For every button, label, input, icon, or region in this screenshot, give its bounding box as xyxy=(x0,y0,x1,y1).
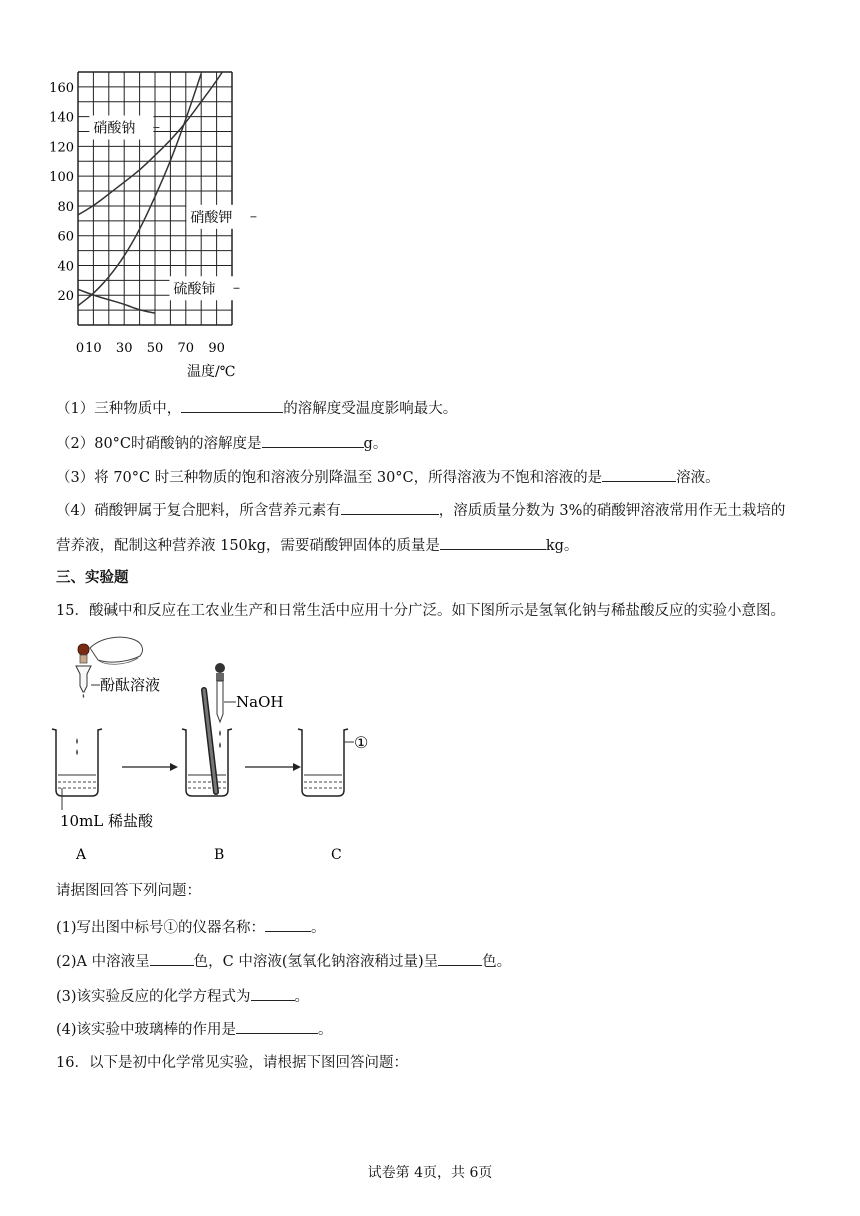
q15-sub3-text-a: (3)该实验反应的化学方程式为 xyxy=(56,989,251,1005)
q14-part1-text-a: （1）三种物质中， xyxy=(56,401,182,417)
q15-sub1-text-b: 。 xyxy=(311,920,326,936)
q14-part3-text-b: 溶液。 xyxy=(676,470,720,486)
q15-sub2 xyxy=(56,951,511,972)
answer-blank[interactable] xyxy=(251,986,295,1001)
q15-sub4-text-a: (4)该实验中玻璃棒的作用是 xyxy=(56,1022,237,1038)
q14-part4-text-b: ，溶质质量分数为 3%的硝酸钾溶液常用作无土栽培的 xyxy=(438,503,786,519)
answer-blank[interactable] xyxy=(181,398,283,413)
q15-sub3 xyxy=(56,986,309,1007)
q14-part2 xyxy=(56,433,387,454)
q14-part2-text-a: （2）80°C时硝酸钠的溶解度是 xyxy=(56,436,262,452)
series-label: 硫酸铈 xyxy=(173,281,216,298)
q14-part2-text-b: g。 xyxy=(363,436,388,452)
answer-blank[interactable] xyxy=(438,951,482,966)
q14-part4-text-a: （4）硝酸钾属于复合肥料，所含营养元素有 xyxy=(56,503,341,519)
answer-blank[interactable] xyxy=(440,535,546,550)
q14-part4 xyxy=(56,500,785,521)
answer-blank[interactable] xyxy=(262,433,364,448)
q15-sub2-text-a: (2)A 中溶液呈 xyxy=(56,954,150,970)
solubility-chart xyxy=(40,60,260,385)
answer-blank[interactable] xyxy=(150,951,194,966)
q16-intro: 16．以下是初中化学常见实验，请根据下图回答问题： xyxy=(56,1055,408,1071)
q14-part3 xyxy=(56,467,720,488)
q14-part4-text-c: 营养液，配制这种营养液 150kg，需要硝酸钾固体的质量是 xyxy=(56,538,440,554)
answer-blank[interactable] xyxy=(236,1019,318,1034)
section-heading: 三、实验题 xyxy=(56,570,129,586)
q14-part4-cont xyxy=(56,535,578,556)
answer-blank[interactable] xyxy=(602,467,676,482)
figure-label-c: C xyxy=(331,847,342,863)
naoh-label: NaOH xyxy=(236,693,284,711)
y-tick-label: 160 xyxy=(49,80,74,96)
series-line xyxy=(78,289,155,313)
answer-blank[interactable] xyxy=(341,500,439,515)
series-label: 硝酸钠 xyxy=(93,120,136,137)
q15-intro: 15．酸碱中和反应在工农业生产和日常生活中应用十分广泛。如下图所示是氢氧化钠与稀盐酸反应的实验小意图。 xyxy=(56,603,785,619)
y-tick-label: 20 xyxy=(57,289,74,305)
x-tick-label: 70 xyxy=(177,341,195,356)
figure-label-b: B xyxy=(214,847,225,863)
y-tick-label: 40 xyxy=(57,259,74,275)
y-tick-label: 120 xyxy=(49,140,74,156)
acid-label: 10mL 稀盐酸 xyxy=(60,812,154,830)
x-tick-label: 50 xyxy=(146,341,164,356)
phenolphthalein-label: 酚酞溶液 xyxy=(100,676,161,694)
x-axis-label: 温度/℃ xyxy=(187,364,236,380)
beaker-a-icon xyxy=(52,729,102,810)
y-tick-labels xyxy=(49,81,74,304)
y-tick-label: 80 xyxy=(57,199,74,215)
page-footer: 试卷第 4页，共 6页 xyxy=(367,1165,493,1181)
answer-blank[interactable] xyxy=(265,917,311,932)
q14-part1 xyxy=(56,398,457,419)
instrument-mark: ① xyxy=(354,733,369,752)
q15-sub4 xyxy=(56,1019,333,1040)
x-tick-label: 10 xyxy=(85,341,102,356)
q15-sub4-text-b: 。 xyxy=(318,1022,333,1038)
q14-part1-text-b: 的溶解度受温度影响最大。 xyxy=(283,401,458,417)
q14-part4-text-d: kg。 xyxy=(545,538,579,554)
arrow-icon xyxy=(122,763,178,771)
x-tick-label: 0 xyxy=(75,341,85,356)
x-tick-labels xyxy=(76,341,225,356)
x-tick-label: 90 xyxy=(208,341,225,356)
experiment-figure xyxy=(40,630,400,865)
q15-sub3-text-b: 。 xyxy=(294,989,310,1005)
y-tick-label: 60 xyxy=(57,229,74,245)
q15-sub2-text-b: 色，C 中溶液(氢氧化钠溶液稍过量)呈 xyxy=(193,954,439,970)
q15-ask: 请据图回答下列问题： xyxy=(56,883,201,899)
y-tick-label: 140 xyxy=(49,110,74,126)
y-tick-label: 100 xyxy=(49,170,74,186)
q15-sub1-text-a: (1)写出图中标号①的仪器名称： xyxy=(56,920,266,936)
figure-label-a: A xyxy=(76,847,87,863)
q15-sub1 xyxy=(56,917,326,938)
q14-part3-text-a: （3）将 70°C 时三种物质的饱和溶液分别降温至 30°C，所得溶液为不饱和溶液的是 xyxy=(56,470,603,486)
x-tick-label: 30 xyxy=(115,341,133,356)
beaker-c-icon xyxy=(298,729,354,796)
q15-sub2-text-c: 色。 xyxy=(482,954,512,970)
series-label: 硝酸钾 xyxy=(190,209,233,226)
arrow-icon xyxy=(245,763,301,771)
naoh-dropper-icon xyxy=(215,663,236,748)
glass-rod-icon xyxy=(204,690,216,792)
